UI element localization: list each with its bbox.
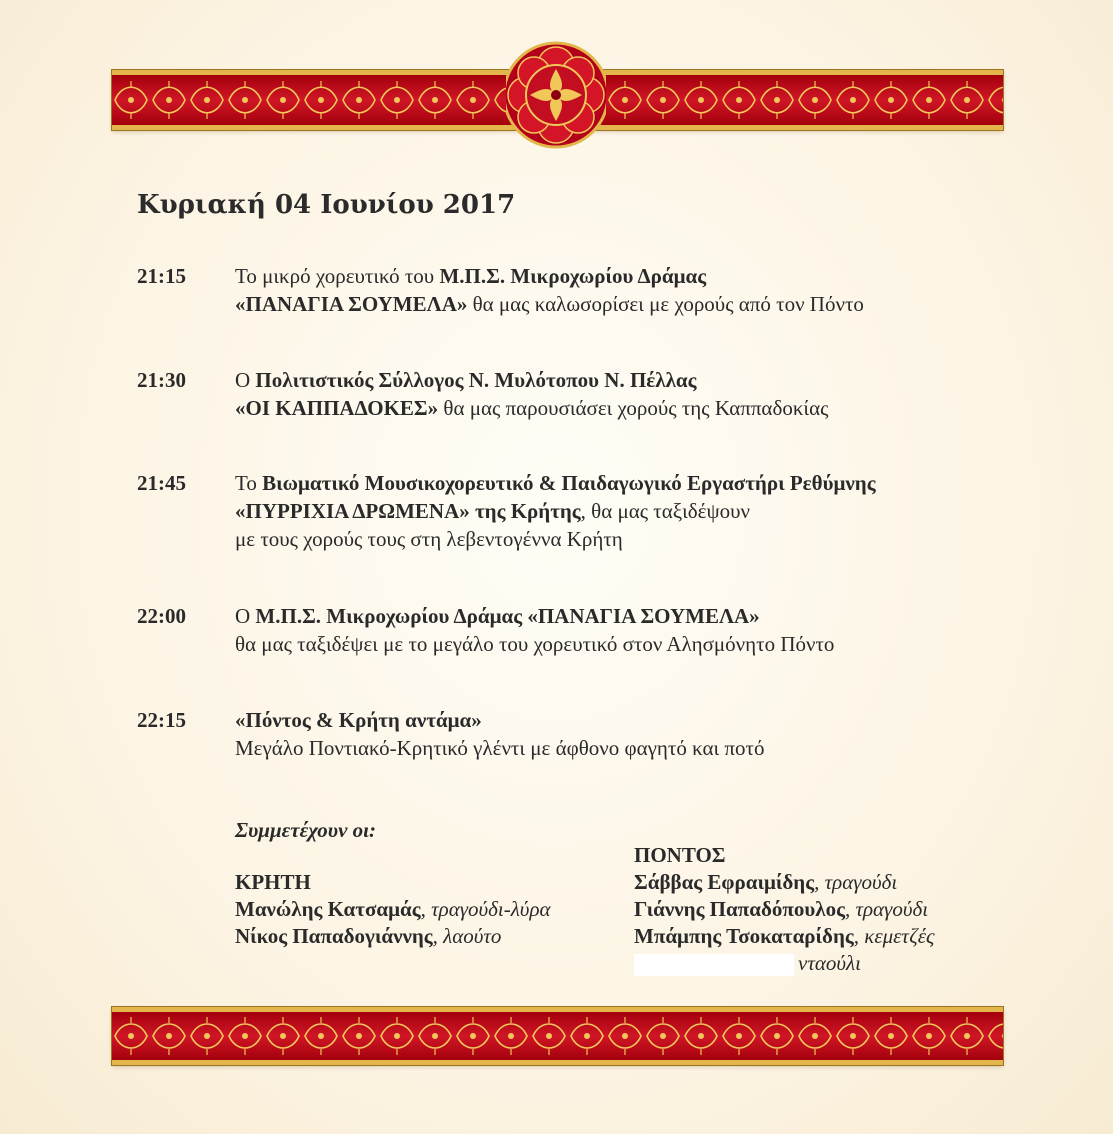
pontos-title: ΠΟΝΤΟΣ <box>634 843 726 867</box>
description-line <box>235 602 1025 630</box>
text-segment: «ΟΙ ΚΑΠΠΑΔΟΚΕΣ» <box>235 396 439 420</box>
ornament-pattern-icon <box>112 1012 1003 1060</box>
participant-role: , λαούτο <box>432 924 502 948</box>
text-segment: «Πόντος & Κρήτη αντάμα» <box>235 708 482 732</box>
participant <box>634 896 935 923</box>
participant <box>634 950 935 977</box>
description-line <box>235 706 1025 734</box>
text-segment: «ΠΥΡΡΙΧΙΑ ΔΡΩΜΕΝΑ» της Κρήτης <box>235 499 581 523</box>
redacted-name <box>634 954 794 976</box>
bottom-ornament-band <box>112 1007 1003 1065</box>
participant-role: , κεμετζές <box>853 924 935 948</box>
description-line <box>235 630 1025 658</box>
participant-role: νταούλι <box>798 951 861 975</box>
text-segment: θα μας καλωσορίσει με χορούς από τον Πόντο <box>467 292 864 316</box>
text-segment: θα μας παρουσιάσει χορούς της Καππαδοκίας <box>438 396 829 420</box>
text-segment: Μ.Π.Σ. Μικροχωρίου Δράμας «ΠΑΝΑΓΙΑ ΣΟΥΜΕΛΑ» <box>255 604 760 628</box>
participant-role: , τραγούδι-λύρα <box>420 897 551 921</box>
description-line <box>235 366 1025 394</box>
participants-label: Συμμετέχουν οι: <box>235 818 376 842</box>
description-line <box>235 734 1025 762</box>
text-segment: Το μικρό χορευτικό του <box>235 264 440 288</box>
description-line <box>235 262 1025 290</box>
text-segment: Μεγάλο Ποντιακό-Κρητικό γλέντι με άφθονο φαγητό και ποτό <box>235 736 765 760</box>
participant <box>235 923 551 950</box>
pontos-participants <box>634 842 935 977</box>
schedule-description <box>235 366 1025 422</box>
participant <box>634 923 935 950</box>
participant-name: Μανώλης Κατσαμάς <box>235 897 421 921</box>
participant-name: Σάββας Εφραιμίδης <box>634 870 815 894</box>
text-segment: Πολιτιστικός Σύλλογος Ν. Μυλότοπου Ν. Πέλλας <box>255 368 697 392</box>
page-title: Κυριακή 04 Ιουνίου 2017 <box>137 190 516 220</box>
participant-name: Μπάμπης Τσοκαταρίδης <box>634 924 854 948</box>
text-segment: Βιωματικό Μουσικοχορευτικό & Παιδαγωγικό Εργαστήρι Ρεθύμνης <box>262 471 876 495</box>
text-segment: Το <box>235 471 263 495</box>
schedule-description <box>235 706 1025 762</box>
description-line <box>235 290 1025 318</box>
participant-name: Νίκος Παπαδογιάννης <box>235 924 433 948</box>
participant-role: , τραγούδι <box>814 870 898 894</box>
text-segment: με τους χορούς τους στη λεβεντογέννα Κρήτη <box>235 527 623 551</box>
medallion-ornament-icon <box>506 38 606 152</box>
schedule-description <box>235 469 1025 553</box>
participant <box>235 896 551 923</box>
schedule-time: 21:45 <box>137 471 186 495</box>
description-line <box>235 497 1025 525</box>
description-line <box>235 469 1025 497</box>
crete-title: ΚΡΗΤΗ <box>235 870 311 894</box>
schedule-time: 22:15 <box>137 708 186 732</box>
participant-role: , τραγούδι <box>844 897 929 921</box>
crete-participants <box>235 869 551 950</box>
text-segment: Ο <box>235 604 256 628</box>
description-line <box>235 525 1025 553</box>
text-segment: Μ.Π.Σ. Μικροχωρίου Δράμας <box>439 264 707 288</box>
participant <box>634 869 935 896</box>
participant-name: Γιάννης Παπαδόπουλος <box>634 897 845 921</box>
schedule-description <box>235 262 1025 318</box>
description-line <box>235 394 1025 422</box>
schedule-time: 22:00 <box>137 604 186 628</box>
text-segment: Ο <box>235 368 256 392</box>
text-segment: , θα μας ταξιδέψουν <box>580 499 751 523</box>
text-segment: θα μας ταξιδέψει με το μεγάλο του χορευτικό στον Αλησμόνητο Πόντο <box>235 632 835 656</box>
schedule-time: 21:30 <box>137 368 186 392</box>
text-segment: «ΠΑΝΑΓΙΑ ΣΟΥΜΕΛΑ» <box>235 292 468 316</box>
schedule-time: 21:15 <box>137 264 186 288</box>
schedule-description <box>235 602 1025 658</box>
